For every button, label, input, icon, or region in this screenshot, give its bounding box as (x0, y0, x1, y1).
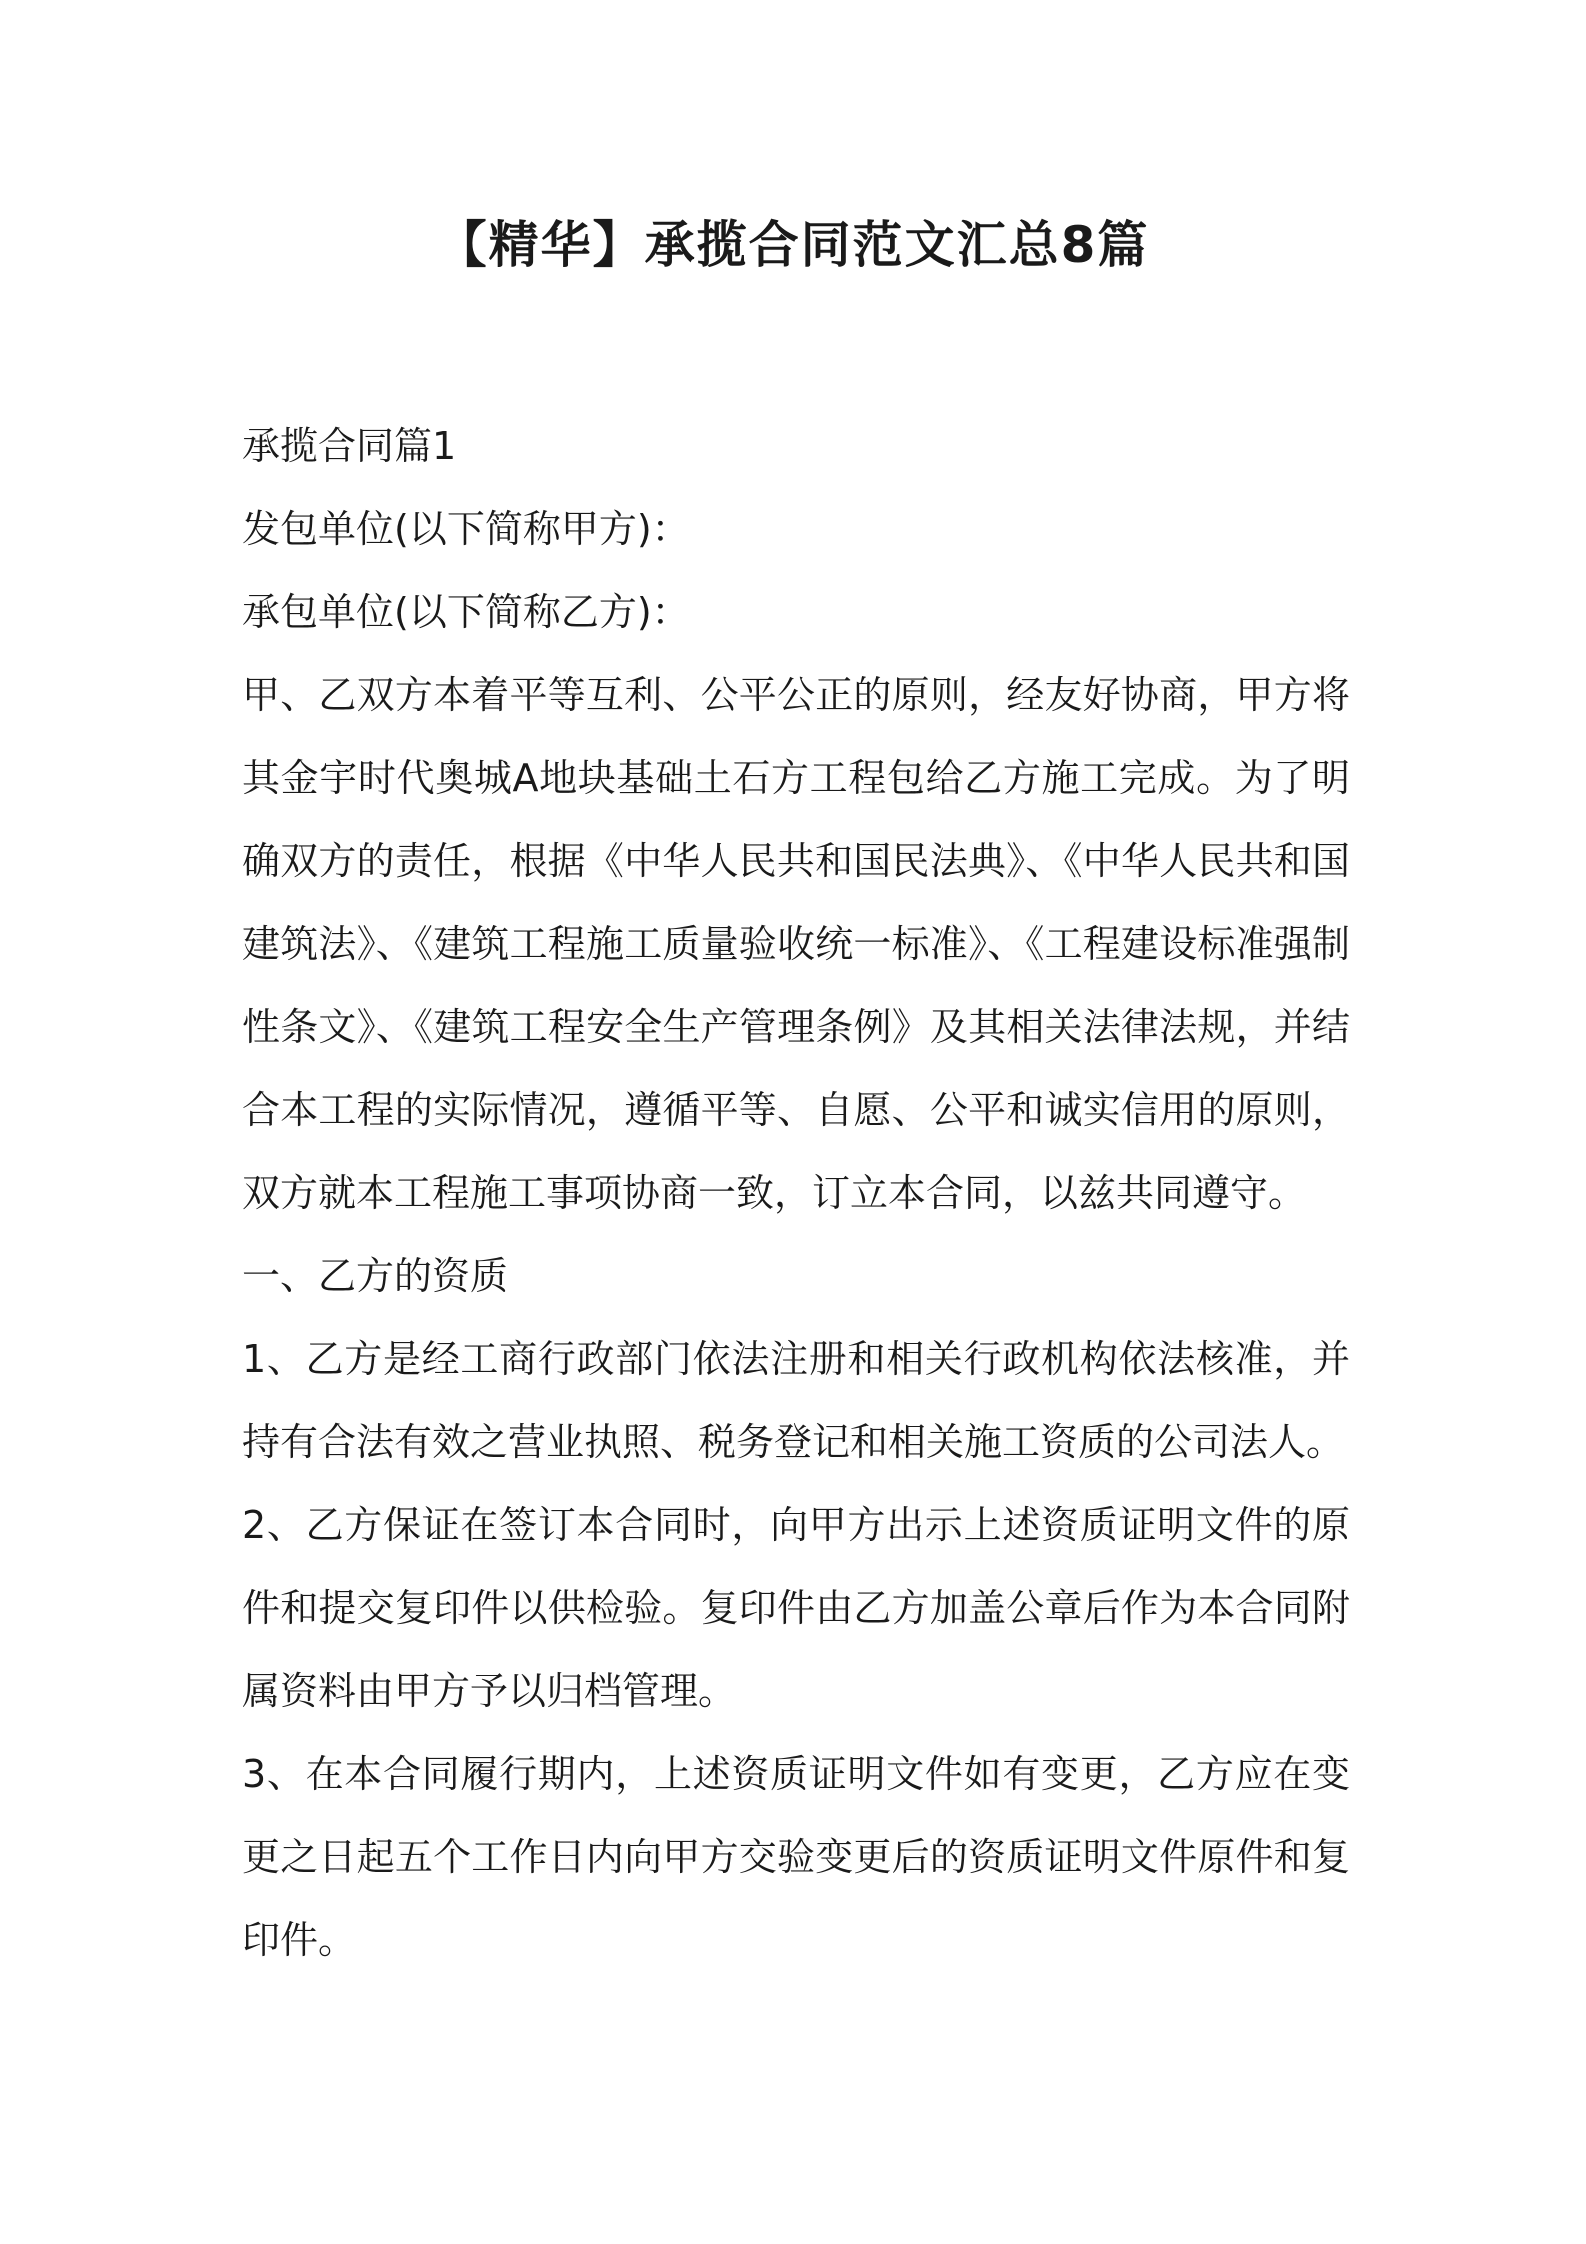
section-heading-qualification: 一、乙方的资质 (242, 1254, 509, 1298)
clause-2: 2、乙方保证在签订本合同时，向甲方出示上述资质证明文件的原件和提交复印件以供检验。复印件由乙方加盖公章后作为本合同附属资料由甲方予以归档管理。 (242, 1503, 1350, 1713)
document-body (242, 405, 1350, 1982)
section-heading-contract-1: 承揽合同篇1 (242, 424, 457, 468)
intro-paragraph: 甲、乙双方本着平等互利、公平公正的原则，经友好协商，甲方将其金宇时代奥城A地块基础土石方工程包给乙方施工完成。为了明确双方的责任，根据《中华人民共和国民法典》、《中华人民共和国建筑法》、《建筑工程施工质量验收统一标准》、《工程建设标准强制性条文》、《建筑工程安全生产管理条例》及其相关法律法规，并结合本工程的实际情况，遵循平等、自愿、公平和诚实信用的原则，双方就本工程施工事项协商一致，订立本合同，以兹共同遵守。 (242, 673, 1350, 1215)
document-title: 【精华】承揽合同范文汇总8篇 (436, 216, 1150, 274)
contractor-line: 承包单位(以下简称乙方)： (242, 590, 690, 634)
clause-3: 3、在本合同履行期内，上述资质证明文件如有变更，乙方应在变更之日起五个工作日内向甲方交验变更后的资质证明文件原件和复印件。 (242, 1752, 1350, 1962)
clause-1: 1、乙方是经工商行政部门依法注册和相关行政机构依法核准，并持有合法有效之营业执照、税务登记和相关施工资质的公司法人。 (242, 1337, 1350, 1464)
employer-line: 发包单位(以下简称甲方)： (242, 507, 690, 551)
